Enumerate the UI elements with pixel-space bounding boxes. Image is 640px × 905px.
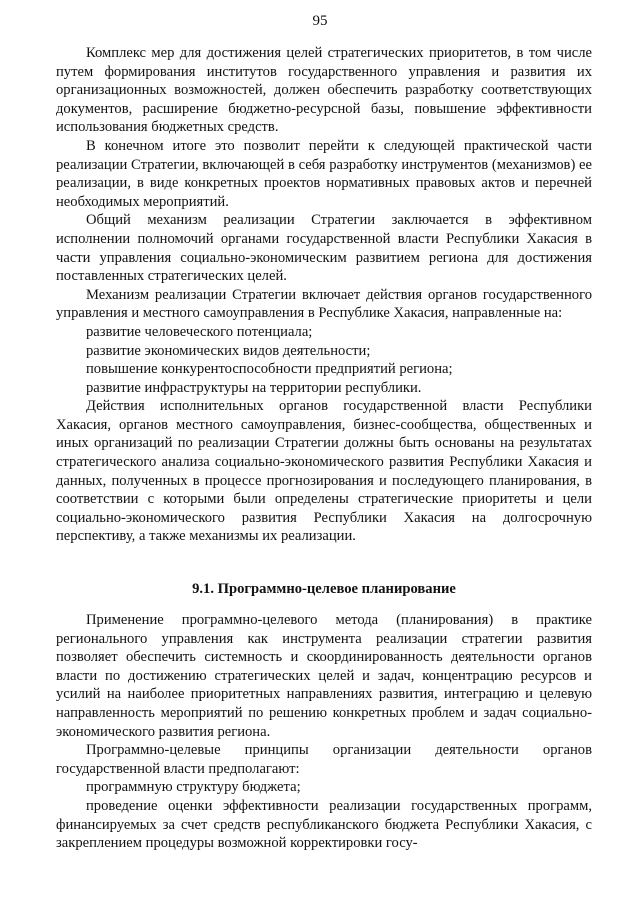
paragraph: Комплекс мер для достижения целей стратегических приоритетов, в том числе путем формирования институтов государственного управления и развития их организационных возможностей, должен обеспечить разработку соответствующих документов, расширение бюджетно-ресурсной базы, повышение эффективности использования бюджетных средств. [56, 45, 592, 136]
section-heading: 9.1. Программно-целевое планирование [192, 581, 456, 597]
page-number: 95 [312, 13, 328, 29]
paragraph: Механизм реализации Стратегии включает действия органов государственного управления и местного самоуправления в Республике Хакасия, направленные на: [56, 286, 592, 322]
body-text-bottom [56, 611, 592, 853]
list-item: развитие инфраструктуры на территории республики. [86, 379, 422, 396]
list-item: развитие человеческого потенциала; [86, 323, 313, 340]
paragraph: В конечном итоге это позволит перейти к следующей практической части реализации Стратегии, включающей в себя разработку инструментов (механизмов) ее реализации, в виде конкретных проектов нормативных правовых актов и перечней необходимых мероприятий. [56, 137, 592, 210]
paragraph: проведение оценки эффективности реализации государственных программ, финансируемых за счет средств республиканского бюджета Республики Хакасия, с закреплением процедуры возможной корректировки госу- [56, 797, 592, 852]
list-item: повышение конкурентоспособности предприятий региона; [86, 361, 453, 378]
list-item: программную структуру бюджета; [86, 779, 301, 796]
paragraph: Программно-целевые принципы организации деятельности органов государственной власти предполагают: [56, 742, 592, 777]
paragraph: Применение программно-целевого метода (планирования) в практике регионального управления как инструмента реализации стратегии развития позволяет обеспечить системность и скоординированность деятельности органов власти по достижению стратегических целей и задач, концентрацию ресурсов и усилий на наиболее приоритетных направлениях развития, интеграцию и целевую направленность мероприятий по решению конкретных проблем и задач социально-экономического развития региона. [56, 612, 592, 740]
body-text-top [56, 44, 592, 546]
paragraph: Общий механизм реализации Стратегии заключается в эффективном исполнении полномочий органами государственной власти Республики Хакасия в части управления социально-экономическим развитием региона для достижения поставленных стратегических целей. [56, 212, 592, 285]
paragraph: Действия исполнительных органов государственной власти Республики Хакасия, органов местного самоуправления, бизнес-сообщества, общественных и иных организаций по реализации Стратегии должны быть основаны на результатах стратегического анализа социально-экономического развития Республики Хакасия и данных, полученных в процессе прогнозирования и последующего планирования, в соответствии с которыми были определены стратегические приоритеты и цели социально-экономического развития Республики Хакасия на долгосрочную перспективу, а также механизмы их реализации. [56, 398, 592, 545]
list-item: развитие экономических видов деятельности; [86, 342, 371, 359]
